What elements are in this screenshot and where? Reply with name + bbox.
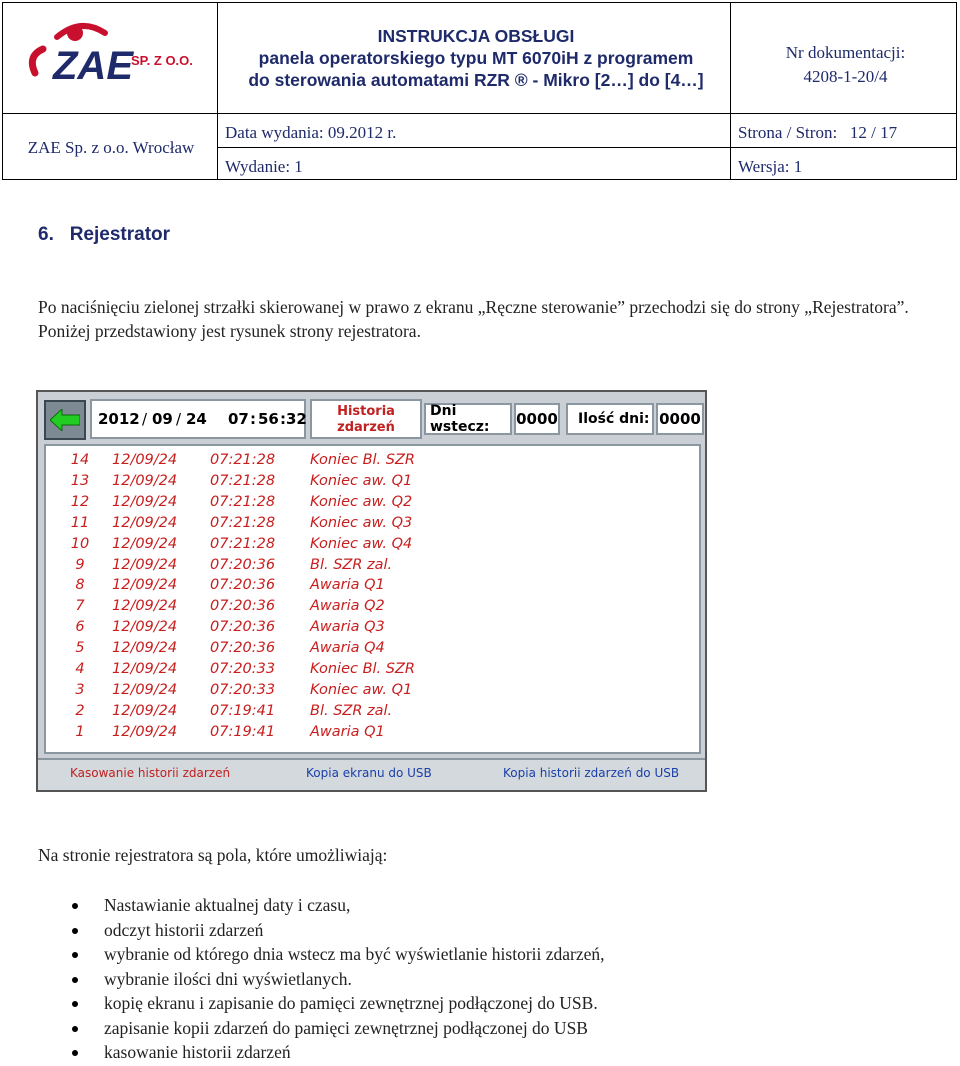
event-description: Koniec aw. Q2 [310, 493, 413, 510]
event-description: Bl. SZR zal. [310, 556, 393, 573]
date-time-panel: 2012 / 09 / 24 07 : 56 : 32 [90, 399, 306, 439]
event-date: 12/09/24 [112, 556, 178, 573]
recorder-top-bar [40, 394, 703, 444]
event-row [46, 640, 699, 661]
event-time: 07:21:28 [210, 493, 276, 510]
title-line: do sterowania automatami RZR ® - Mikro [2…] do [4…] [248, 70, 704, 90]
event-row [46, 682, 699, 703]
list-item: odczyt historii zdarzeń [72, 918, 605, 943]
event-row [46, 557, 699, 578]
event-date: 12/09/24 [112, 681, 178, 698]
header-divider [217, 147, 956, 148]
event-row [46, 661, 699, 682]
event-description: Awaria Q4 [310, 640, 385, 657]
page-number: Strona / Stron: 12 / 17 [738, 123, 898, 142]
list-item: zapisanie kopii zdarzeń do pamięci zewnętrznej podłączonej do USB [72, 1016, 605, 1041]
list-item: Nastawianie aktualnej daty i czasu, [72, 893, 605, 918]
event-date: 12/09/24 [112, 472, 178, 489]
event-description: Koniec Bl. SZR [310, 452, 415, 468]
event-number: 5 [75, 640, 85, 657]
days-count-label: Ilość dni: [566, 403, 654, 435]
event-number: 1 [75, 723, 85, 740]
event-row [46, 724, 699, 745]
document-header [2, 2, 957, 180]
doc-number: 4208-1-20/4 [803, 67, 888, 86]
event-date: 12/09/24 [112, 493, 178, 510]
event-date: 12/09/24 [112, 514, 178, 531]
event-row [46, 577, 699, 598]
event-number: 7 [75, 598, 85, 615]
event-number: 13 [70, 472, 90, 489]
event-number: 10 [70, 535, 90, 552]
event-number: 11 [70, 514, 90, 531]
event-time: 07:20:33 [210, 681, 276, 698]
event-row [46, 515, 699, 536]
hour-field[interactable]: 07 [228, 410, 249, 428]
event-number: 6 [75, 619, 85, 636]
header-divider [3, 113, 956, 114]
zae-logo [13, 11, 208, 101]
section-title: Rejestrator [69, 224, 171, 245]
version: Wersja: 1 [738, 157, 803, 176]
event-time: 07:20:36 [210, 598, 276, 615]
clear-history-button[interactable]: Kasowanie historii zdarzeń [70, 766, 231, 780]
doc-number-label: Nr dokumentacji: [785, 43, 906, 62]
event-description: Awaria Q2 [310, 598, 385, 615]
event-number: 8 [75, 577, 85, 594]
event-time: 07:21:28 [210, 452, 276, 468]
event-date: 12/09/24 [112, 598, 178, 615]
company-name: ZAE Sp. z o.o. Wrocław [27, 138, 195, 157]
list-item: kopię ekranu i zapisanie do pamięci zewnętrznej podłączonej do USB. [72, 991, 605, 1016]
event-description: Awaria Q1 [310, 577, 385, 594]
document-title [221, 25, 731, 91]
event-date: 12/09/24 [112, 535, 178, 552]
second-field[interactable]: 32 [286, 410, 307, 428]
event-history-button[interactable] [310, 399, 422, 439]
event-time: 07:20:36 [210, 577, 276, 594]
event-time: 07:21:28 [210, 535, 276, 552]
recorder-bottom-bar [38, 758, 705, 790]
edition: Wydanie: 1 [225, 157, 303, 176]
event-date: 12/09/24 [112, 577, 178, 594]
list-intro: Na stronie rejestratora są pola, które umożliwiają: [38, 845, 388, 865]
svg-text:SP. Z O.O.: SP. Z O.O. [131, 53, 193, 68]
green-arrow-left-icon [50, 409, 80, 431]
days-back-label: Dni wstecz: [424, 403, 512, 435]
month-field[interactable]: 09 [152, 410, 173, 428]
event-description: Koniec Bl. SZR [310, 661, 415, 677]
event-description: Koniec aw. Q1 [310, 472, 413, 489]
event-time: 07:19:41 [210, 723, 276, 740]
intro-paragraph: Po naciśnięciu zielonej strzałki skierowanej w prawo z ekranu „Ręczne sterowanie” przechodzi się do strony „Rejestratora”. Poniżej przedstawiony jest rysunek strony rejestratora. [38, 297, 909, 341]
screen-copy-usb-button[interactable]: Kopia ekranu do USB [306, 766, 432, 780]
event-date: 12/09/24 [112, 702, 178, 719]
days-back-input[interactable]: 0000 [514, 403, 560, 435]
event-description: Awaria Q1 [310, 723, 385, 740]
event-time: 07:20:36 [210, 640, 276, 657]
title-line: INSTRUKCJA OBSŁUGI [377, 26, 575, 46]
event-row [46, 619, 699, 640]
recorder-screen [36, 390, 707, 792]
history-copy-usb-button[interactable]: Kopia historii zdarzeń do USB [503, 766, 680, 780]
event-date: 12/09/24 [112, 640, 178, 657]
back-arrow-button[interactable] [44, 400, 86, 440]
year-field[interactable]: 2012 [98, 410, 140, 428]
event-description: Koniec aw. Q4 [310, 535, 413, 552]
section-number: 6. [38, 224, 54, 245]
event-number: 3 [75, 681, 85, 698]
event-date: 12/09/24 [112, 452, 178, 468]
history-button-line: Historia [337, 404, 395, 419]
event-time: 07:21:28 [210, 472, 276, 489]
event-row [46, 494, 699, 515]
event-number: 12 [70, 493, 90, 510]
event-number: 14 [70, 452, 90, 468]
event-description: Bl. SZR zal. [310, 702, 393, 719]
event-date: 12/09/24 [112, 723, 178, 740]
event-row [46, 473, 699, 494]
minute-field[interactable]: 56 [258, 410, 279, 428]
event-date: 12/09/24 [112, 619, 178, 636]
title-line: panela operatorskiego typu MT 6070iH z programem [258, 48, 694, 68]
event-history-list [44, 444, 701, 754]
event-date: 12/09/24 [112, 661, 178, 677]
day-field[interactable]: 24 [186, 410, 207, 428]
event-description: Koniec aw. Q3 [310, 514, 413, 531]
list-item: wybranie od którego dnia wstecz ma być wyświetlanie historii zdarzeń, [72, 942, 605, 967]
section-heading [38, 224, 170, 246]
feature-list [72, 893, 605, 1065]
event-time: 07:21:28 [210, 514, 276, 531]
event-row [46, 536, 699, 557]
event-time: 07:20:36 [210, 619, 276, 636]
event-row [46, 452, 699, 473]
event-description: Koniec aw. Q1 [310, 681, 413, 698]
event-description: Awaria Q3 [310, 619, 385, 636]
document-number-block [733, 41, 958, 89]
event-row [46, 703, 699, 724]
svg-text:ZAE: ZAE [53, 44, 133, 88]
event-time: 07:20:36 [210, 556, 276, 573]
history-button-line: zdarzeń [337, 420, 395, 435]
event-row [46, 598, 699, 619]
event-number: 2 [75, 702, 85, 719]
event-number: 9 [75, 556, 85, 573]
list-item: wybranie ilości dni wyświetlanych. [72, 967, 605, 992]
event-time: 07:20:33 [210, 661, 276, 677]
event-number: 4 [75, 661, 85, 677]
issue-date: Data wydania: 09.2012 r. [225, 123, 397, 142]
event-time: 07:19:41 [210, 702, 276, 719]
list-item: kasowanie historii zdarzeń [72, 1040, 605, 1065]
days-count-input[interactable]: 0000 [656, 403, 704, 435]
